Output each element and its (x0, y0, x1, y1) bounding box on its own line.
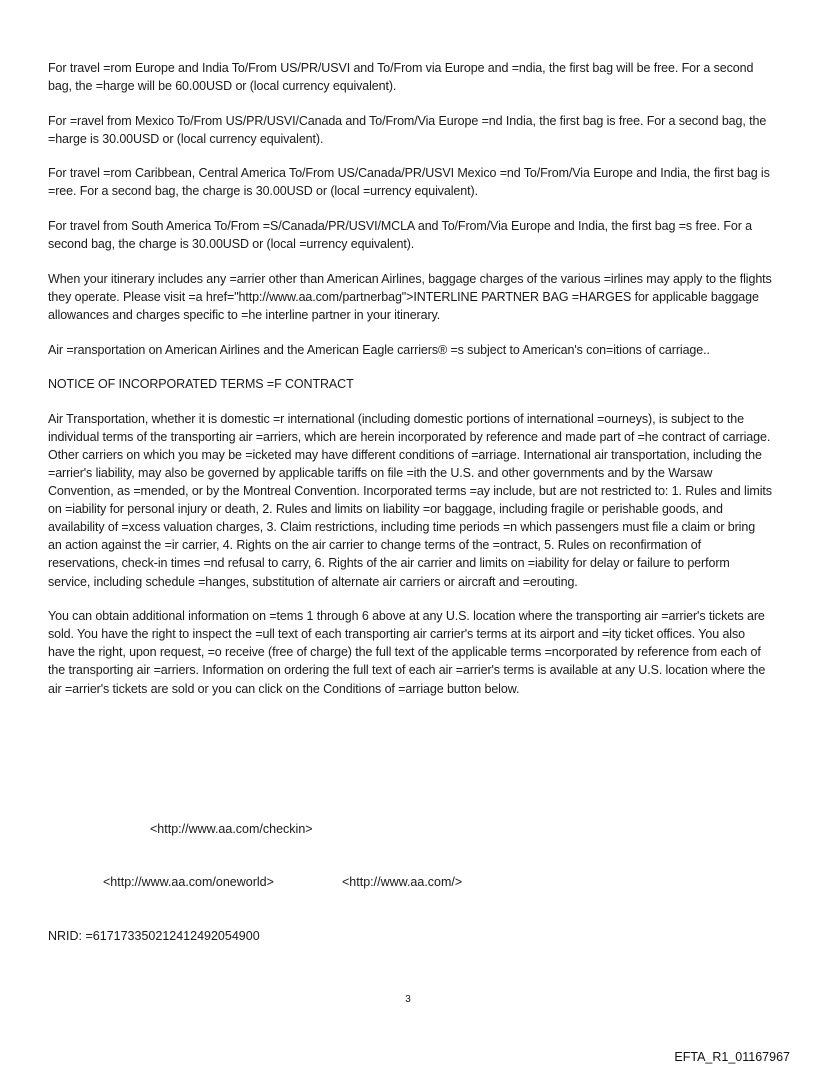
paragraph-incorporated-terms: Air Transportation, whether it is domestic =r international (including domestic portions of international =ourneys), is subject to the individual terms of the transporting air =arriers, which are herein incorporated by reference and made part of =he contract of carriage. Other carriers on which you may be =icketed may have different conditions of =arriage. International air transportation, including the =arrier's liability, may also be governed by applicable tariffs on file =ith the U.S. and other governments and by the Warsaw Convention, as =mended, or by the Montreal Convention. Incorporated terms =ay include, but are not restricted to: 1. Rules and limits on =iability for personal injury or death, 2. Rules and limits on liability =or baggage, including fragile or perishable goods, and availability of =xcess valuation charges, 3. Claim restrictions, including time periods =n which passengers must file a claim or bring an action against the =ir carrier, 4. Rights on the air carrier to change terms of the =ontract, 5. Rules on reconfirmation of reservations, check-in times =nd refusal to carry, 6. Rights of the air carrier and limits on =iability for delay or failure to perform service, including schedule =hanges, substitution of alternate air carriers or aircraft and =erouting. (48, 411, 772, 589)
notice-heading: NOTICE OF INCORPORATED TERMS =F CONTRACT (48, 377, 354, 392)
page-number: 3 (405, 994, 411, 1005)
document-body (48, 59, 772, 714)
checkin-link[interactable]: <http://www.aa.com/checkin> (150, 822, 313, 836)
paragraph-mexico: For =ravel from Mexico To/From US/PR/USVI/Canada and To/From/Via Europe =nd India, the first bag is free. For a second bag, the =harge is 30.00USD or (local currency equivalent). (48, 113, 767, 146)
paragraph-south-america: For travel from South America To/From =S/Canada/PR/USVI/MCLA and To/From/Via Europe and India, the first bag =s free. For a second bag, the charge is 30.00USD or (local =urrency equivalent). (48, 219, 753, 252)
home-link[interactable]: <http://www.aa.com/> (342, 875, 463, 889)
paragraph-europe-india: For travel =rom Europe and India To/From US/PR/USVI and To/From via Europe and =ndia, the first bag will be free. For a second bag, the =harge will be 60.00USD or (local currency equivalent). (48, 61, 754, 94)
nrid-text: NRID: =6171733502124124920549​00 (48, 929, 260, 943)
paragraph-conditions: Air =ransportation on American Airlines and the American Eagle carriers® =s subject to American's con=itions of carriage.. (48, 342, 710, 357)
document-id: EFTA_R1_01167967 (674, 1050, 790, 1064)
paragraph-interline: When your itinerary includes any =arrier other than American Airlines, baggage charges of the various =irlines may apply to the flights they operate. Please visit =a href="http://www.aa.com/partnerbag">INTERLINE PARTNER BAG =HARGES for applicable baggage allowances and charges specific to =he interline partner in your itinerary. (48, 271, 772, 322)
paragraph-additional-info: You can obtain additional information on =tems 1 through 6 above at any U.S. location where the transporting air =arrier's tickets are sold. You have the right to inspect the =ull text of each transporting air carrier's terms at its airport and =ity ticket offices. You also have the right, upon request, =o receive (free of charge) the full text of the applicable terms =ncorporated by reference from each of the transporting air =arriers. Information on ordering the full text of each air =arrier's terms is available at any U.S. location where the air =arrier's tickets are sold or you can click on the Conditions of =arriage button below. (48, 609, 766, 696)
paragraph-caribbean: For travel =rom Caribbean, Central America To/From US/Canada/PR/USVI Mexico =nd To/From/Via Europe and India, the first bag is =ree. For a second bag, the charge is 30.00USD or (local =urrency equivalent). (48, 166, 770, 199)
oneworld-link[interactable]: <http://www.aa.com/oneworld> (103, 875, 274, 889)
